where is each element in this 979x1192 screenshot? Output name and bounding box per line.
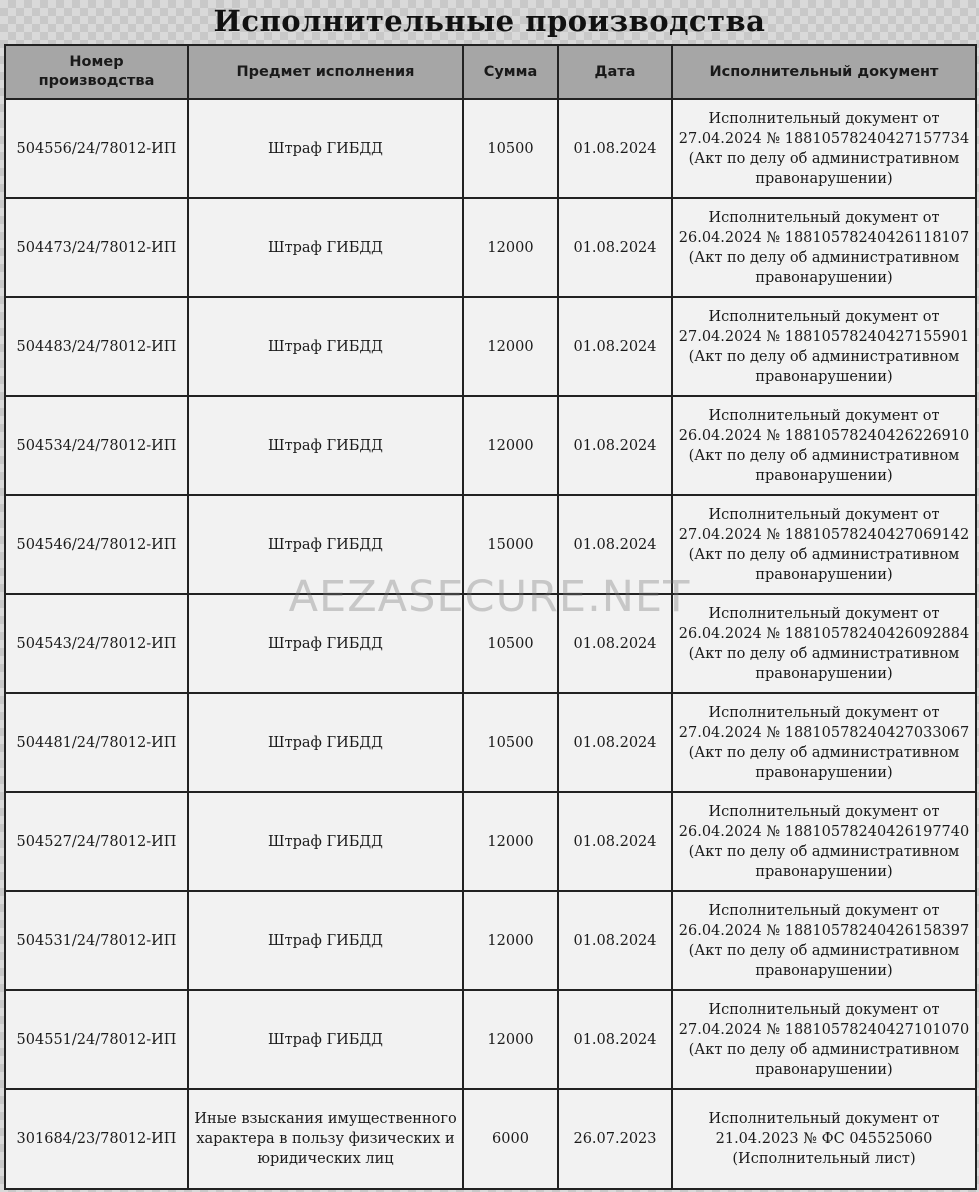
date-cell: 01.08.2024 (558, 693, 672, 792)
table-row (5, 891, 976, 990)
case-number-cell: 504473/24/78012-ИП (5, 198, 188, 297)
document-cell: Исполнительный документ от 26.04.2024 № 18810578240426092884 (Акт по делу об административном правонарушении) (672, 594, 976, 693)
amount-cell: 12000 (463, 990, 558, 1089)
column-header-case-number: Номер производства (5, 45, 188, 99)
subject-cell: Штраф ГИБДД (188, 198, 463, 297)
amount-cell: 12000 (463, 396, 558, 495)
subject-cell: Штраф ГИБДД (188, 297, 463, 396)
subject-cell: Штраф ГИБДД (188, 891, 463, 990)
subject-cell: Штраф ГИБДД (188, 693, 463, 792)
subject-cell: Штраф ГИБДД (188, 594, 463, 693)
case-number-cell: 504551/24/78012-ИП (5, 990, 188, 1089)
case-number-cell: 301684/23/78012-ИП (5, 1089, 188, 1189)
column-header-amount: Сумма (463, 45, 558, 99)
case-number-cell: 504556/24/78012-ИП (5, 99, 188, 198)
case-number-cell: 504534/24/78012-ИП (5, 396, 188, 495)
amount-cell: 10500 (463, 693, 558, 792)
table-row (5, 1089, 976, 1189)
case-number-cell: 504483/24/78012-ИП (5, 297, 188, 396)
document-cell: Исполнительный документ от 27.04.2024 № 18810578240427033067 (Акт по делу об административном правонарушении) (672, 693, 976, 792)
table-row (5, 396, 976, 495)
watermark: AEZASECURE.NET (288, 572, 691, 622)
document-cell: Исполнительный документ от 26.04.2024 № 18810578240426226910 (Акт по делу об административном правонарушении) (672, 396, 976, 495)
enforcement-table (4, 44, 977, 1190)
document-cell: Исполнительный документ от 27.04.2024 № 18810578240427101070 (Акт по делу об административном правонарушении) (672, 990, 976, 1089)
amount-cell: 10500 (463, 594, 558, 693)
date-cell: 01.08.2024 (558, 495, 672, 594)
subject-cell: Иные взыскания имущественного характера в пользу физических и юридических лиц (188, 1089, 463, 1189)
date-cell: 01.08.2024 (558, 891, 672, 990)
document-cell: Исполнительный документ от 27.04.2024 № 18810578240427157734 (Акт по делу об административном правонарушении) (672, 99, 976, 198)
subject-cell: Штраф ГИБДД (188, 792, 463, 891)
date-cell: 01.08.2024 (558, 297, 672, 396)
subject-cell: Штраф ГИБДД (188, 99, 463, 198)
document-cell: Исполнительный документ от 21.04.2023 № ФС 045525060 (Исполнительный лист) (672, 1089, 976, 1189)
column-header-document: Исполнительный документ (672, 45, 976, 99)
date-cell: 26.07.2023 (558, 1089, 672, 1189)
table-row (5, 990, 976, 1089)
enforcement-table-container (4, 44, 975, 1190)
table-row (5, 198, 976, 297)
document-cell: Исполнительный документ от 27.04.2024 № 18810578240427069142 (Акт по делу об административном правонарушении) (672, 495, 976, 594)
date-cell: 01.08.2024 (558, 792, 672, 891)
case-number-cell: 504527/24/78012-ИП (5, 792, 188, 891)
date-cell: 01.08.2024 (558, 99, 672, 198)
amount-cell: 15000 (463, 495, 558, 594)
column-header-subject: Предмет исполнения (188, 45, 463, 99)
date-cell: 01.08.2024 (558, 396, 672, 495)
date-cell: 01.08.2024 (558, 990, 672, 1089)
date-cell: 01.08.2024 (558, 198, 672, 297)
subject-cell: Штраф ГИБДД (188, 495, 463, 594)
amount-cell: 12000 (463, 198, 558, 297)
table-row (5, 297, 976, 396)
amount-cell: 12000 (463, 891, 558, 990)
case-number-cell: 504481/24/78012-ИП (5, 693, 188, 792)
amount-cell: 12000 (463, 297, 558, 396)
document-cell: Исполнительный документ от 26.04.2024 № 18810578240426118107 (Акт по делу об административном правонарушении) (672, 198, 976, 297)
date-cell: 01.08.2024 (558, 594, 672, 693)
case-number-cell: 504543/24/78012-ИП (5, 594, 188, 693)
amount-cell: 12000 (463, 792, 558, 891)
table-row (5, 693, 976, 792)
page-title: Исполнительные производства (213, 4, 766, 38)
subject-cell: Штраф ГИБДД (188, 396, 463, 495)
table-header-row (5, 45, 976, 99)
case-number-cell: 504546/24/78012-ИП (5, 495, 188, 594)
table-row (5, 792, 976, 891)
document-cell: Исполнительный документ от 26.04.2024 № 18810578240426197740 (Акт по делу об административном правонарушении) (672, 792, 976, 891)
amount-cell: 6000 (463, 1089, 558, 1189)
table-row (5, 99, 976, 198)
table-row (5, 495, 976, 594)
document-cell: Исполнительный документ от 26.04.2024 № 18810578240426158397 (Акт по делу об административном правонарушении) (672, 891, 976, 990)
table-row (5, 594, 976, 693)
case-number-cell: 504531/24/78012-ИП (5, 891, 188, 990)
column-header-date: Дата (558, 45, 672, 99)
document-cell: Исполнительный документ от 27.04.2024 № 18810578240427155901 (Акт по делу об административном правонарушении) (672, 297, 976, 396)
subject-cell: Штраф ГИБДД (188, 990, 463, 1089)
amount-cell: 10500 (463, 99, 558, 198)
